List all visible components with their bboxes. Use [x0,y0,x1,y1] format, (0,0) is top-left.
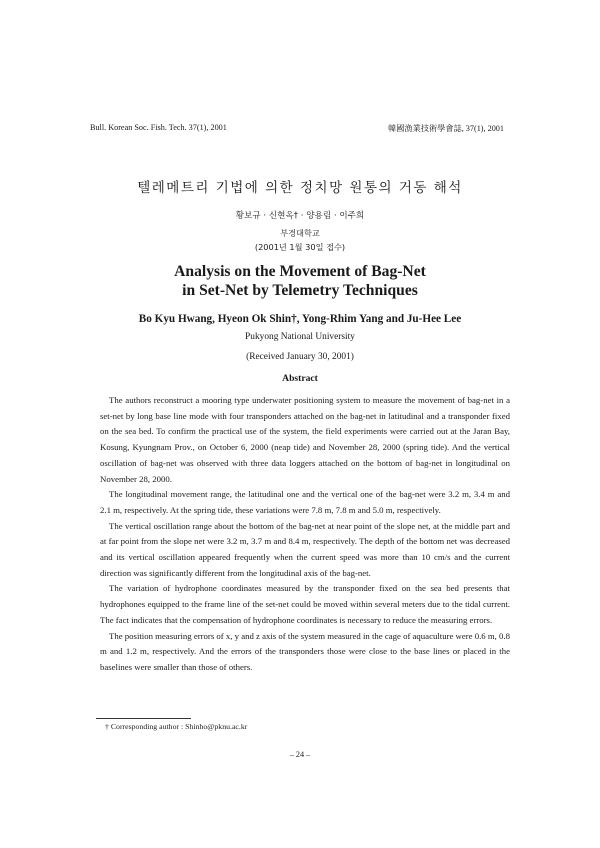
english-title-line-2: in Set-Net by Telemetry Techniques [182,282,418,299]
abstract-paragraph: The variation of hydrophone coordinates measured by the transponder fixed on the sea bed presents that hydrophones equipped to the frame line of the set-net could be moved within several meters due to the tidal current. The fact indicates that the compensation of hydrophone coordinates is necessary to reduce the measuring errors. [100,583,510,625]
english-affiliation: Pukyong National University [245,332,355,342]
footnote-divider [96,718,191,719]
abstract-body [100,393,510,676]
abstract-heading: Abstract [282,373,318,384]
abstract-paragraph: The vertical oscillation range about the bottom of the bag-net at near point of the slope net, at the middle part and at far point from the slope net were 3.2 m, 3.7 m and 8.4 m, respectively. The depth of the bottom net was decreased and its vertical oscillation appeared frequently when the current speed was more than 10 cm/s and the current direction was significantly different from the longitudinal axis of the bag-net. [100,520,510,578]
korean-title: 텔레메트리 기법에 의한 정치망 원통의 거동 해석 [137,180,463,196]
english-authors: Bo Kyu Hwang, Hyeon Ok Shin†, Yong-Rhim Yang and Ju-Hee Lee [138,313,462,325]
english-received-date: (Received January 30, 2001) [246,352,354,362]
abstract-paragraph: The authors reconstruct a mooring type underwater positioning system to measure the movement of bag-net in a set-net by long base line mode with four transponders attached on the bag-net in latitudinal and a transponder fixed on the sea bed. To confirm the practical use of the system, the field experiments were carried out at the Jaran Bay, Kosung, Kyungnam Prov., on October 6, 2000 (neap tide) and November 28, 2000 (spring tide). And the vertical oscillation of bag-net was observed with three data loggers attached on the bottom of bag-net in longitudinal on November 28, 2000. [100,395,510,484]
journal-header-left: Bull. Korean Soc. Fish. Tech. 37(1), 2001 [90,123,227,132]
page-number: – 24 – [289,750,311,759]
abstract-paragraph: The longitudinal movement range, the latitudinal one and the vertical one of the bag-net were 3.2 m, 3.4 m and 2.1 m, respectively. At the spring tide, these variations were 7.8 m, 7.8 m and 5.0 m, respectively. [100,489,510,515]
korean-affiliation: 부경대학교 [280,228,320,238]
korean-authors: 황보규 · 신현옥† · 양용림 · 이주희 [235,211,365,221]
abstract-paragraph: The position measuring errors of x, y and z axis of the system measured in the cage of aquaculture were 0.6 m, 0.8 m and 1.2 m, respectively. And the errors of the transponders those were close to the base lines or placed in the baselines were smaller than those of others. [100,630,510,672]
korean-received-date: (2001년 1월 30일 접수) [254,242,346,252]
corresponding-author-footnote: † Corresponding author : Shinho@pknu.ac.kr [105,722,248,731]
journal-header-right: 韓國漁業技術學會誌, 37(1), 2001 [388,124,504,133]
english-title [0,262,600,300]
english-title-line-1: Analysis on the Movement of Bag-Net [174,263,426,280]
